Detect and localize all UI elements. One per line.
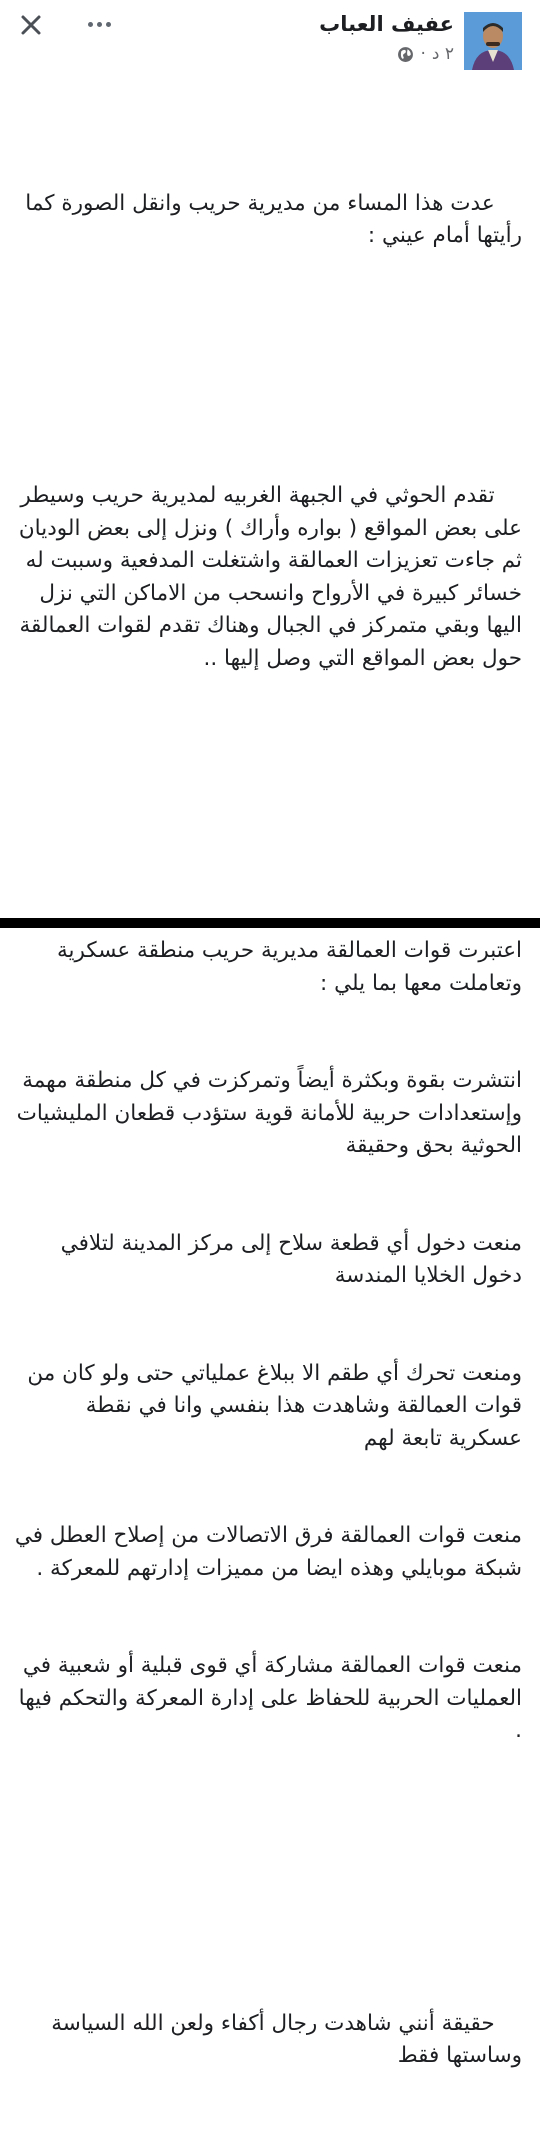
post-text-line: منعت دخول أي قطعة سلاح إلى مركز المدينة لتلافي دخول الخلايا المندسة [53,1230,522,1288]
paragraph-gap [14,350,522,383]
post-paragraph [14,1975,522,2105]
post-body [7,90,522,2138]
post-header [0,0,540,82]
author-avatar[interactable] [464,12,522,70]
post-meta [397,44,454,64]
more-options-button[interactable] [88,14,111,34]
post-text-line: اعتبرت قوات العمالقة مديرية حريب منطقة عسكرية وتعاملت معها بما يلي : [50,938,522,996]
post-paragraph [14,448,522,708]
screen-bottom-bar [0,918,540,928]
post-text-line: حقيقة أنني شاهدت رجال أكفاء ولعن الله السياسة وساستها فقط [44,2010,522,2068]
post-text-line: منعت قوات العمالقة مشاركة أي قوى قبلية أو شعبية في العمليات الحربية للحفاظ على إدارة المعركة والتحكم فيها . [11,1653,522,1743]
author-name[interactable]: عفيف العباب [319,12,454,36]
post-text-line: عدت هذا المساء من مديرية حريب وانقل الصورة كما رأيتها أمام عيني : [18,190,522,248]
more-dots-icon [106,22,111,27]
post-timestamp[interactable]: ٢ د [431,44,454,64]
more-dots-icon [88,22,93,27]
close-icon [20,14,42,36]
paragraph-gap [14,1878,522,1911]
post-paragraph [14,155,522,285]
post-text-line: منعت قوات العمالقة فرق الاتصالات من إصلاح العطل في شبكة موبايلي وهذه ايضا من مميزات إدارتهم للمعركة . [7,1523,522,1581]
post-paragraph [7,870,522,1813]
close-button[interactable] [16,10,46,40]
post-text-line: انتشرت بقوة وبكثرة أيضاً وتمركزت في كل منطقة مهمة وإستعدادات حربية للأمانة قوية ستؤدب قطعان المليشيات الحوثية بحق وحقيقة [9,1068,522,1158]
meta-separator-dot: · [420,44,426,64]
paragraph-gap [14,773,522,806]
post-text-line: تقدم الحوثي في الجبهة الغربيه لمديرية حريب وسيطر على بعض المواقع ( بواره وأراك ) ونزل إلى بعض الوديان ثم جاءت تعزيزات العمالقة واشتغلت المدفعية وسببت له خسائر كبيرة في الأرواح وانسحب من الاماكن التي نزل اليها وبقي متمركز في الجبال وهناك تقدم لقوات العمالقة حول بعض المواقع التي وصل إليها .. [12,483,522,671]
avatar-portrait-icon [464,12,522,70]
post-text-line: ومنعت تحرك أي طقم الا ببلاغ عملياتي حتى ولو كان من قوات العمالقة وشاهدت هذا بنفسي وانا في نقطة عسكرية تابعة لهم [20,1360,522,1451]
globe-icon [397,46,414,63]
more-dots-icon [97,22,102,27]
